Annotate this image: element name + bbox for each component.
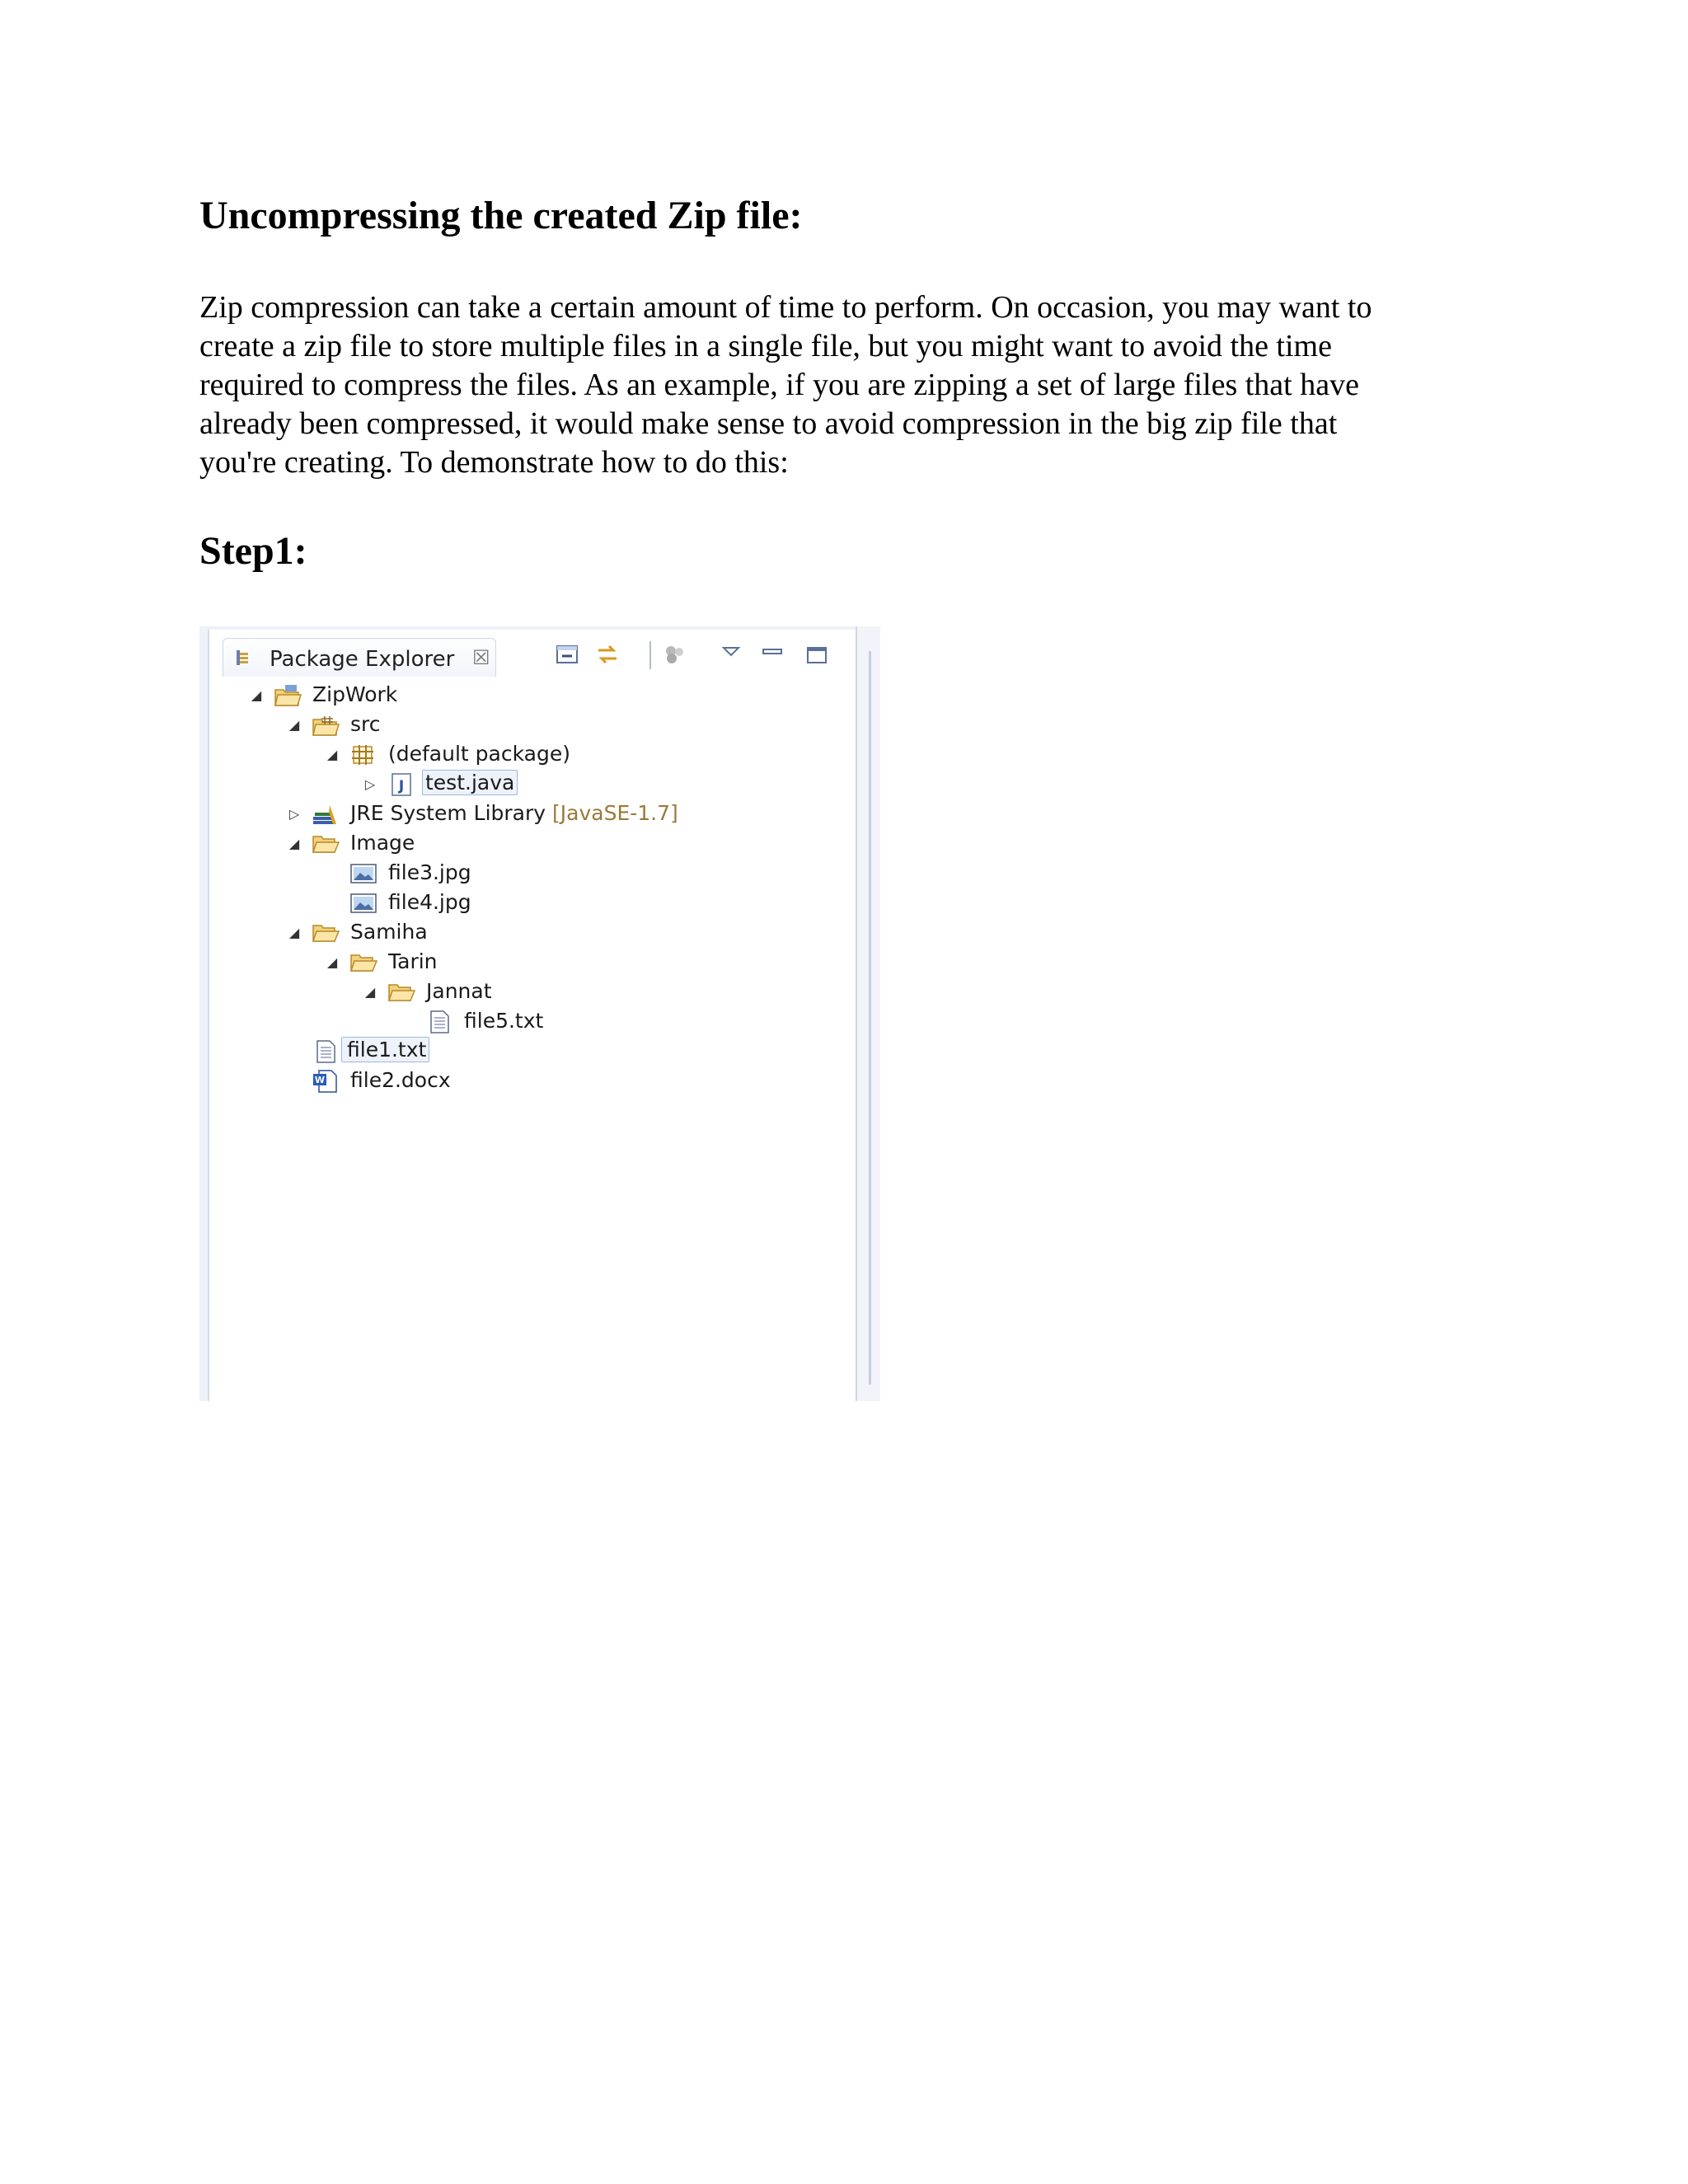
tree-label: file4.jpg [388,890,471,914]
package-explorer-screenshot [199,626,880,1401]
tree-label: Tarin [388,949,438,973]
view-menu-icon[interactable] [717,641,745,668]
package-explorer-panel [208,630,857,1401]
open-folder-icon [312,832,340,856]
vertical-scrollbar[interactable] [856,626,880,1401]
document-heading: Uncompressing the created Zip file: [199,194,803,237]
tree-label: ZipWork [312,682,398,706]
link-with-editor-icon[interactable] [593,641,621,668]
expanded-arrow-icon[interactable]: ◢ [251,687,262,703]
tree-label: file1.txt [341,1037,429,1062]
jre-version-label: [JavaSE-1.7] [552,801,678,825]
tree-label: src [350,712,381,736]
text-file-icon [425,1010,453,1034]
image-file-icon [349,861,377,886]
tree-item-tarin[interactable] [209,948,836,977]
paragraph-line: already been compressed, it would make sense to avoid compression in the big zip file that [199,406,1338,441]
tree-item-jannat[interactable] [209,977,836,1007]
collapsed-arrow-icon[interactable]: ▷ [364,776,376,792]
tree-label: Image [350,831,415,855]
java-file-icon [387,772,415,797]
document-paragraph [199,288,1452,482]
svg-text:J: J [398,778,405,794]
tree-label: file2.docx [350,1068,451,1092]
step-heading: Step1: [199,529,307,573]
tree-item-test-java[interactable] [209,770,836,799]
tree-item-image[interactable] [209,829,836,859]
package-explorer-icon [235,649,251,666]
minimize-icon[interactable] [758,641,786,668]
expanded-arrow-icon[interactable]: ◢ [288,836,300,851]
source-folder-icon [312,713,340,738]
tree-item-src[interactable] [209,710,836,740]
toolbar-separator [649,641,651,669]
expanded-arrow-icon[interactable]: ◢ [326,747,338,762]
expanded-arrow-icon[interactable]: ◢ [288,925,300,940]
collapse-all-icon[interactable] [554,641,582,668]
library-icon [312,802,340,827]
tree-item-samiha[interactable] [209,918,836,948]
collapsed-arrow-icon[interactable]: ▷ [288,806,300,822]
expanded-arrow-icon[interactable]: ◢ [288,717,300,733]
jre-label: JRE System Library [350,801,546,825]
focus-on-task-icon[interactable] [661,641,689,668]
tree-label: test.java [422,770,518,795]
open-folder-icon [387,980,415,1005]
svg-text:W: W [314,1075,326,1085]
java-project-icon [274,683,302,708]
paragraph-line: Zip compression can take a certain amount of time to perform. On occasion, you may want to [199,290,1372,325]
tree-item-file4[interactable] [209,888,836,918]
tree-item-file5[interactable] [209,1007,836,1037]
word-document-icon [312,1069,340,1094]
close-icon[interactable]: ☒ [472,646,490,669]
tab-package-explorer[interactable] [223,638,496,677]
tree-label: Jannat [426,979,492,1003]
paragraph-line: you're creating. To demonstrate how to do this: [199,445,789,480]
paragraph-line: required to compress the files. As an example, if you are zipping a set of large files that have [199,368,1359,402]
tree-label [348,801,681,825]
tab-label: Package Explorer [270,647,455,672]
tree-item-jre-system-library[interactable] [209,799,836,829]
package-icon [349,743,377,767]
tree-label: file3.jpg [388,860,471,884]
expanded-arrow-icon[interactable]: ◢ [326,954,338,970]
tree-label: (default package) [388,742,570,766]
tree-item-default-package[interactable] [209,740,836,770]
open-folder-icon [312,921,340,945]
tree-item-file2[interactable] [209,1066,836,1096]
image-file-icon [349,891,377,916]
tree-item-file3[interactable] [209,859,836,888]
paragraph-line: create a zip file to store multiple files in a single file, but you might want to avoid the time [199,329,1332,363]
open-folder-icon [349,950,377,975]
tree-item-zipwork[interactable] [209,681,836,710]
maximize-icon[interactable] [803,641,831,668]
tree-label: file5.txt [464,1009,544,1033]
tree-item-file1[interactable] [209,1037,836,1066]
tree-label: Samiha [350,920,428,944]
expanded-arrow-icon[interactable]: ◢ [364,984,376,1000]
text-file-icon [312,1039,340,1064]
